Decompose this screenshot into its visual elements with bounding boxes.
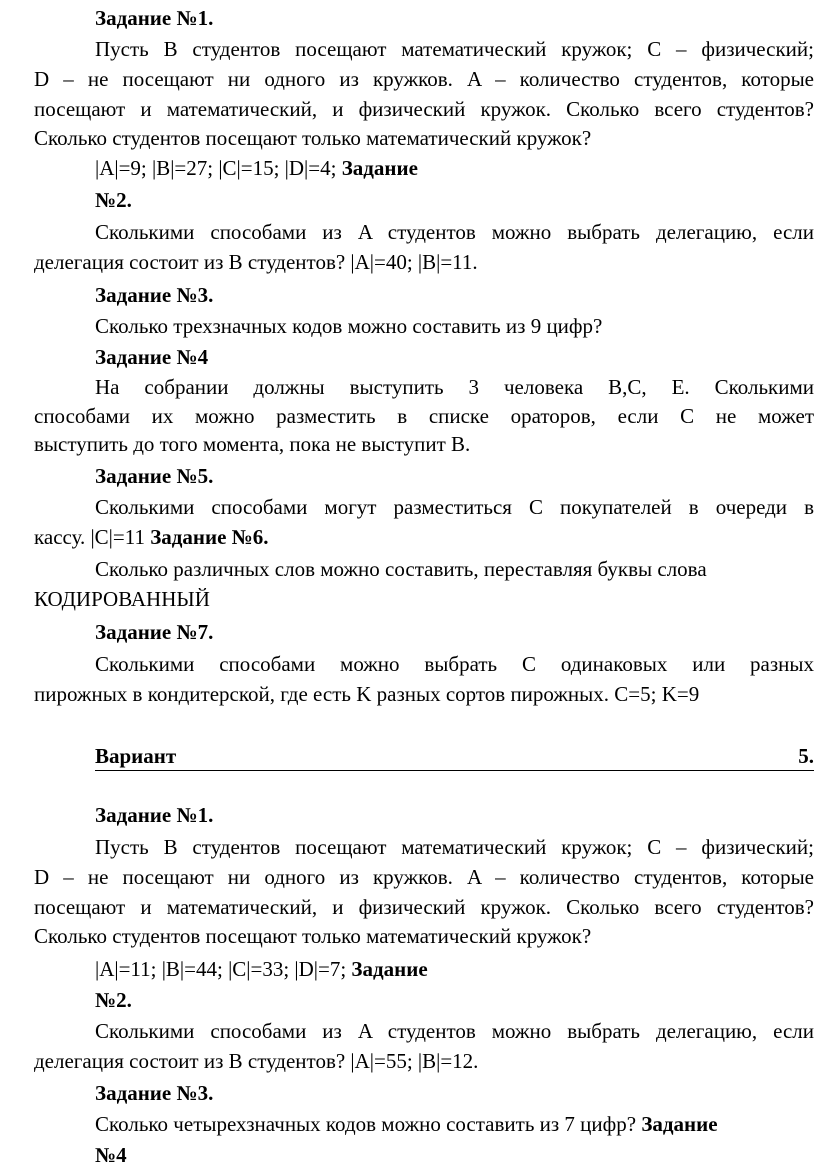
paragraph-line: D – не посещают ни одного из кружков. A – количество студентов, которые <box>34 67 814 91</box>
task-heading: Задание <box>341 156 418 180</box>
paragraph-line: На собрании должны выступить 3 человека B,C, E. Сколькими <box>95 375 814 399</box>
task-heading: Задание №7. <box>95 620 214 644</box>
paragraph-line: Сколькими способами могут разместиться C покупателей в очереди в <box>95 495 814 519</box>
paragraph-line: Пусть B студентов посещают математический кружок; C – физический; <box>95 37 814 61</box>
paragraph-line: кассу. |C|=11 <box>34 525 151 549</box>
paragraph-line: способами их можно разместить в списке ораторов, если C не может <box>34 404 814 428</box>
paragraph-line: Сколько различных слов можно составить, переставляя буквы слова <box>95 557 707 581</box>
task-heading: Задание №1. <box>95 803 214 827</box>
task-heading: Задание №6. <box>150 525 269 549</box>
paragraph-line: D – не посещают ни одного из кружков. A – количество студентов, которые <box>34 865 814 889</box>
task-heading: №2. <box>95 988 132 1012</box>
task-heading: Задание №4 <box>95 345 209 369</box>
task-heading: Задание №3. <box>95 1081 214 1105</box>
paragraph-line: Сколько четырехзначных кодов можно составить из 7 цифр? <box>95 1112 642 1136</box>
task-heading: №2. <box>95 188 132 212</box>
task-heading: Задание <box>641 1112 718 1136</box>
paragraph-line: Сколькими способами из A студентов можно выбрать делегацию, если <box>95 1019 814 1043</box>
values-text: |A|=9; |B|=27; |C|=15; |D|=4; <box>95 156 342 180</box>
paragraph-line: посещают и математический, и физический кружок. Сколько всего студентов? <box>34 895 814 919</box>
paragraph-line: выступить до того момента, пока не выступит B. <box>34 432 471 456</box>
variant-label: Вариант <box>95 744 177 768</box>
task-heading: Задание №1. <box>95 6 214 30</box>
paragraph-line: посещают и математический, и физический кружок. Сколько всего студентов? <box>34 97 814 121</box>
variant-number: 5. <box>798 744 814 768</box>
task-heading: №4 <box>95 1143 127 1167</box>
values-text: |A|=11; |B|=44; |C|=33; |D|=7; <box>95 957 352 981</box>
paragraph-line: делегация состоит из B студентов? |A|=55; |B|=12. <box>34 1049 479 1073</box>
paragraph-line: делегация состоит из B студентов? |A|=40; |B|=11. <box>34 250 478 274</box>
variant-heading <box>95 742 814 771</box>
paragraph-line: пирожных в кондитерской, где есть K разных сортов пирожных. C=5; K=9 <box>34 682 700 706</box>
task-heading: Задание №5. <box>95 464 214 488</box>
paragraph-line: Пусть B студентов посещают математический кружок; C – физический; <box>95 835 814 859</box>
paragraph-line: Сколькими способами можно выбрать C одинаковых или разных <box>95 652 814 676</box>
task-heading: Задание <box>351 957 428 981</box>
paragraph-line: Сколько студентов посещают только математический кружок? <box>34 126 592 150</box>
paragraph-line: Сколько трехзначных кодов можно составить из 9 цифр? <box>95 314 603 338</box>
paragraph-line: Сколькими способами из A студентов можно выбрать делегацию, если <box>95 220 814 244</box>
task-heading: Задание №3. <box>95 283 214 307</box>
paragraph-line: Сколько студентов посещают только математический кружок? <box>34 924 592 948</box>
paragraph-line: КОДИРОВАННЫЙ <box>34 587 210 611</box>
